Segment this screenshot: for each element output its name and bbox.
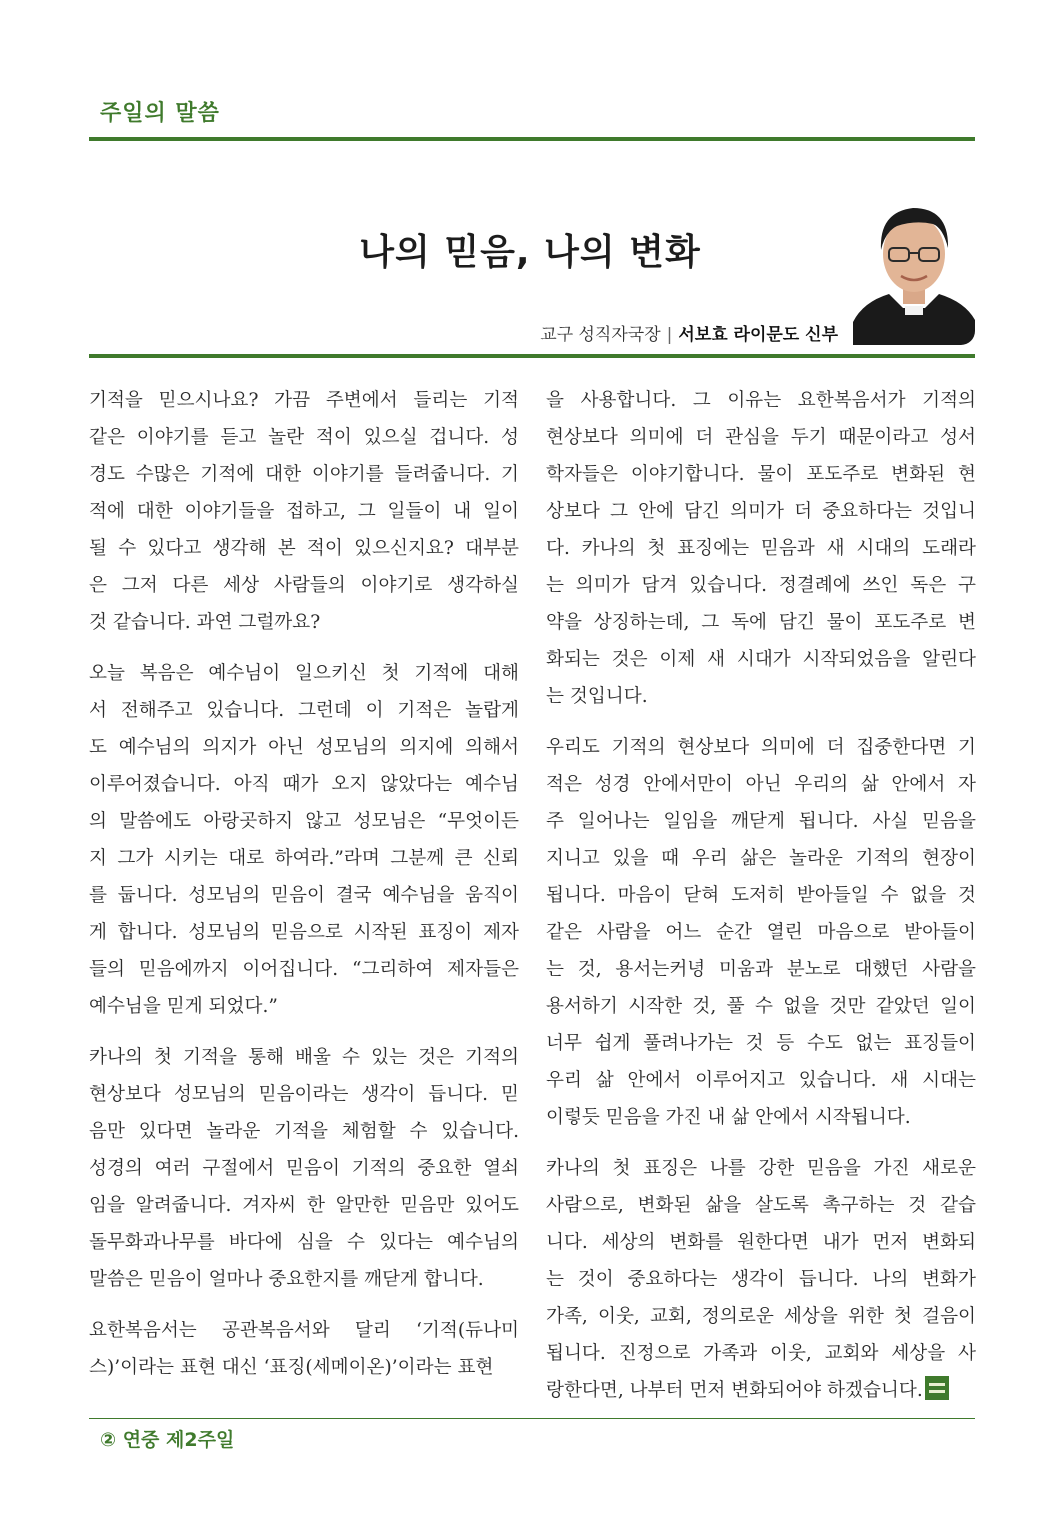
paragraph (546, 382, 976, 715)
text-line: 를 둡니다. 성모님의 믿음이 결국 예수님을 움직이 (89, 885, 519, 906)
text-line: 같은 이야기를 듣고 놀란 적이 있으실 겁니다. 성 (89, 427, 519, 448)
text-line: 우리 삶 안에서 이루어지고 있습니다. 새 시대는 (546, 1070, 976, 1091)
byline (540, 320, 838, 345)
text-line: 지 그가 시키는 대로 하여라.”라며 그분께 큰 신뢰 (89, 848, 519, 869)
text-line: 사람으로, 변화된 삶을 살도록 촉구하는 것 같습 (546, 1195, 976, 1216)
text-line: 임을 알려줍니다. 겨자씨 한 알만한 믿음만 있어도 (89, 1195, 519, 1216)
title-rule (89, 354, 975, 358)
text-line: 들의 믿음에까지 이어집니다. “그리하여 제자들은 (89, 959, 519, 980)
end-mark-icon (925, 1376, 949, 1400)
text-line: 이루어졌습니다. 아직 때가 오지 않았다는 예수님 (89, 774, 519, 795)
text-line: 것 같습니다. 과연 그럴까요? (89, 612, 321, 633)
text-line (546, 1372, 976, 1409)
text-line: 카나의 첫 기적을 통해 배울 수 있는 것은 기적의 (89, 1047, 519, 1068)
author-name: 서보효 라이문도 신부 (678, 325, 838, 345)
text-line: 의 말씀에도 아랑곳하지 않고 성모님은 “무엇이든 (89, 811, 519, 832)
text-line: 는 의미가 담겨 있습니다. 정결례에 쓰인 독은 구 (546, 575, 976, 596)
text-line: 은 그저 다른 세상 사람들의 이야기로 생각하실 (89, 575, 519, 596)
text-line: 용서하기 시작한 것, 풀 수 없을 것만 같았던 일이 (546, 996, 976, 1017)
article-title: 나의 믿음, 나의 변화 (359, 232, 701, 273)
author-role: 교구 성직자국장 (540, 325, 661, 345)
text-line: 는 것, 용서는커녕 미움과 분노로 대했던 사람을 (546, 959, 976, 980)
paragraph (89, 655, 519, 1025)
text-line: 을 사용합니다. 그 이유는 요한복음서가 기적의 (546, 390, 976, 411)
text-line: 될 수 있다고 생각해 본 적이 있으신지요? 대부분 (89, 538, 519, 559)
text-line-content: 랑한다면, 나부터 먼저 변화되어야 하겠습니다. (546, 1380, 923, 1401)
body-column-left (89, 382, 519, 1400)
author-photo (853, 190, 975, 345)
text-line: 오늘 복음은 예수님이 일으키신 첫 기적에 대해 (89, 663, 519, 684)
text-line: 예수님을 믿게 되었다.” (89, 996, 278, 1017)
text-line: 가족, 이웃, 교회, 정의로운 세상을 위한 첫 걸음이 (546, 1306, 976, 1327)
text-line: 약을 상징하는데, 그 독에 담긴 물이 포도주로 변 (546, 612, 976, 633)
text-line: 카나의 첫 표징은 나를 강한 믿음을 가진 새로운 (546, 1158, 976, 1179)
section-label: 주일의 말씀 (100, 101, 220, 126)
text-line: 적은 성경 안에서만이 아닌 우리의 삶 안에서 자 (546, 774, 976, 795)
text-line: 요한복음서는 공관복음서와 달리 ‘기적(듀나미 (89, 1320, 519, 1341)
text-line: 됩니다. 마음이 닫혀 도저히 받아들일 수 없을 것 (546, 885, 976, 906)
text-line: 서 전해주고 있습니다. 그런데 이 기적은 놀랍게 (89, 700, 519, 721)
paragraph (89, 382, 519, 641)
text-line: 다. 카나의 첫 표징에는 믿음과 새 시대의 도래라 (546, 538, 976, 559)
byline-separator: | (666, 325, 673, 345)
footer-rule (89, 1418, 975, 1419)
text-line: 이렇듯 믿음을 가진 내 삶 안에서 시작됩니다. (546, 1107, 911, 1128)
text-line: 상보다 그 안에 담긴 의미가 더 중요하다는 것입니 (546, 501, 976, 522)
paragraph (546, 729, 976, 1136)
text-line: 됩니다. 진정으로 가족과 이웃, 교회와 세상을 사 (546, 1343, 976, 1364)
text-line: 학자들은 이야기합니다. 물이 포도주로 변화된 현 (546, 464, 976, 485)
text-line: 스)’이라는 표현 대신 ‘표징(세메이온)’이라는 표현 (89, 1357, 494, 1378)
text-line: 음만 있다면 놀라운 기적을 체험할 수 있습니다. (89, 1121, 519, 1142)
text-line: 기적을 믿으시나요? 가끔 주변에서 들리는 기적 (89, 390, 519, 411)
text-line: 말씀은 믿음이 얼마나 중요한지를 깨닫게 합니다. (89, 1269, 484, 1290)
body-column-right (546, 382, 976, 1423)
text-line: 우리도 기적의 현상보다 의미에 더 집중한다면 기 (546, 737, 976, 758)
text-line: 지니고 있을 때 우리 삶은 놀라운 기적의 현장이 (546, 848, 976, 869)
header-rule (89, 137, 975, 141)
text-line: 니다. 세상의 변화를 원한다면 내가 먼저 변화되 (546, 1232, 976, 1253)
text-line: 는 것이 중요하다는 생각이 듭니다. 나의 변화가 (546, 1269, 976, 1290)
text-line: 게 합니다. 성모님의 믿음으로 시작된 표징이 제자 (89, 922, 519, 943)
text-line: 같은 사람을 어느 순간 열린 마음으로 받아들이 (546, 922, 976, 943)
text-line: 경도 수많은 기적에 대한 이야기를 들려줍니다. 기 (89, 464, 519, 485)
text-line: 너무 쉽게 풀려나가는 것 등 수도 없는 표징들이 (546, 1033, 976, 1054)
paragraph (546, 1150, 976, 1409)
text-line: 돌무화과나무를 바다에 심을 수 있다는 예수님의 (89, 1232, 519, 1253)
paragraph (89, 1039, 519, 1298)
text-line: 화되는 것은 이제 새 시대가 시작되었음을 알린다 (546, 649, 976, 670)
text-line: 는 것입니다. (546, 686, 648, 707)
text-line: 성경의 여러 구절에서 믿음이 기적의 중요한 열쇠 (89, 1158, 519, 1179)
paragraph (89, 1312, 519, 1386)
text-line: 도 예수님의 의지가 아닌 성모님의 의지에 의해서 (89, 737, 519, 758)
text-line: 적에 대한 이야기들을 접하고, 그 일들이 내 일이 (89, 501, 519, 522)
issue-label: ② 연중 제2주일 (100, 1429, 235, 1451)
text-line: 현상보다 성모님의 믿음이라는 생각이 듭니다. 믿 (89, 1084, 519, 1105)
text-line: 주 일어나는 일임을 깨닫게 됩니다. 사실 믿음을 (546, 811, 976, 832)
text-line: 현상보다 의미에 더 관심을 두기 때문이라고 성서 (546, 427, 976, 448)
